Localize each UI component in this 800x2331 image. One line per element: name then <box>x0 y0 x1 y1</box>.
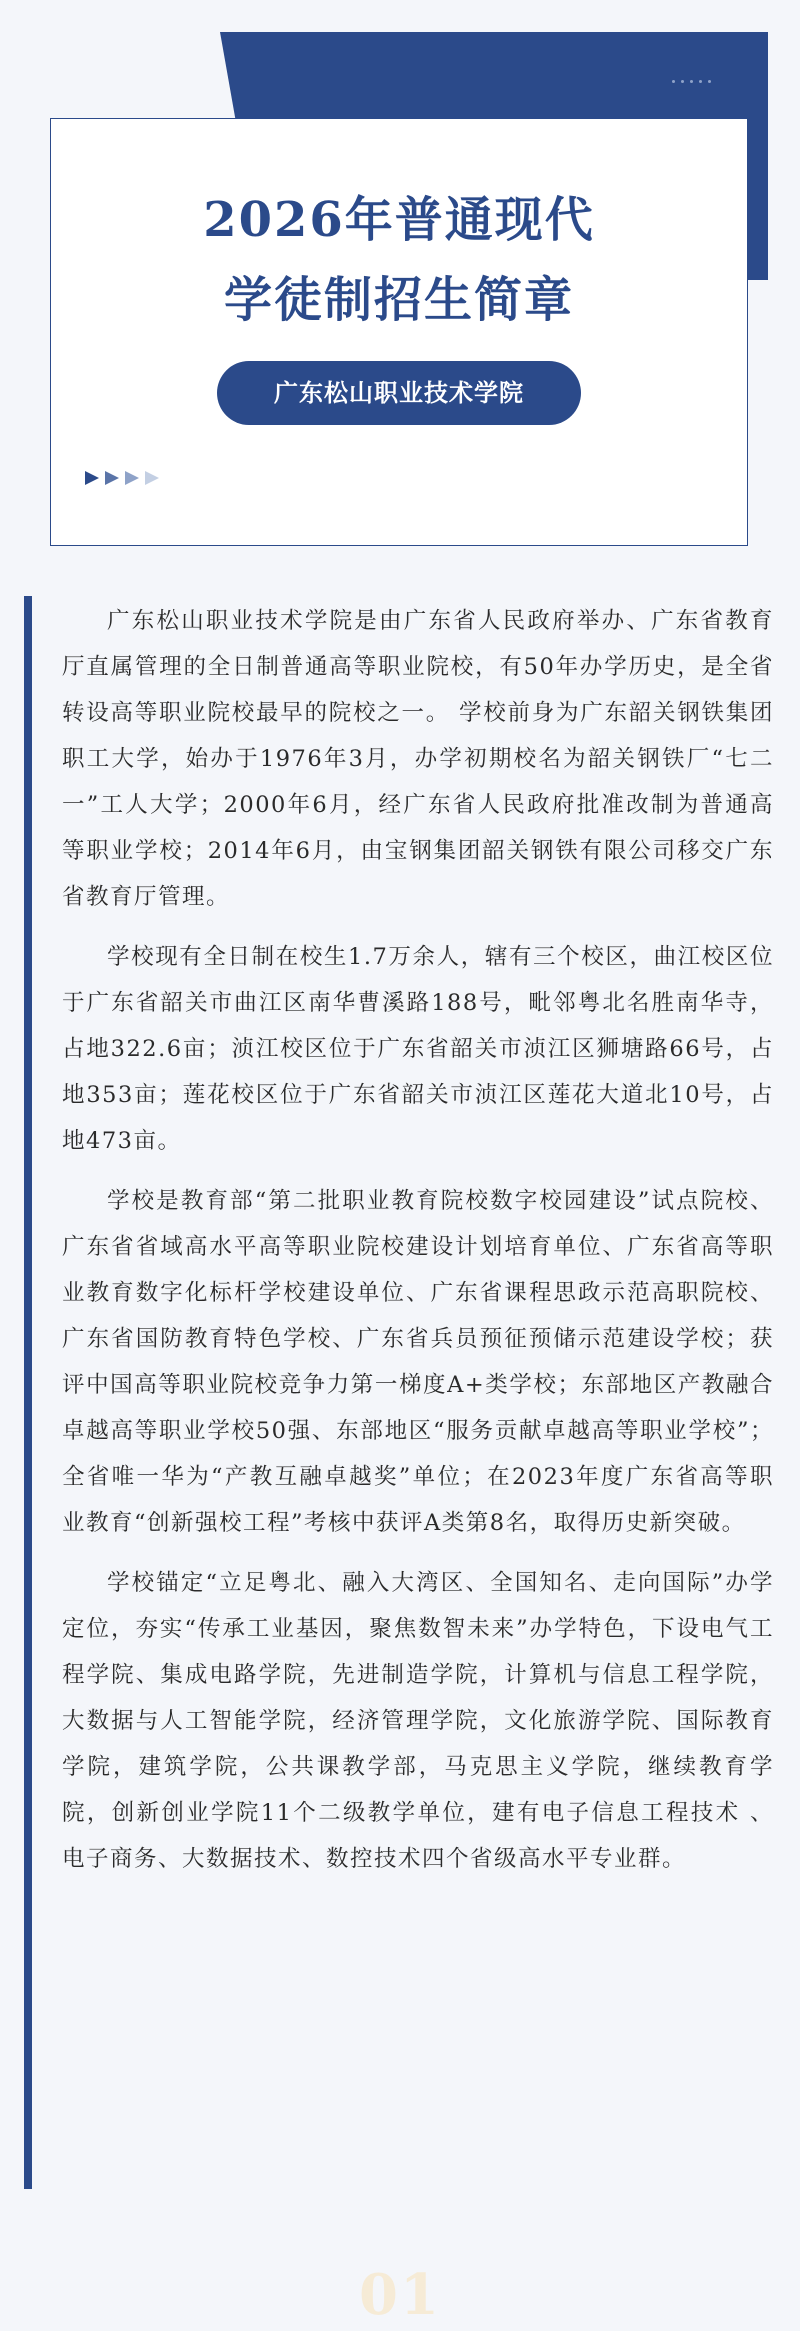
title-line-1: 2026年普通现代 <box>203 192 595 248</box>
page-number: 01 <box>359 2262 441 2328</box>
decorative-dots <box>672 80 732 88</box>
title-card <box>50 118 748 546</box>
content-accent-bar <box>24 596 32 2189</box>
paragraph-history: 广东松山职业技术学院是由广东省人民政府举办、广东省教育厅直属管理的全日制普通高等职业院校，有50年办学历史，是全省转设高等职业院校最早的院校之一。 学校前身为广东韶关钢铁集团职工大学，始办于1976年3月，办学初期校名为韶关钢铁厂“七二一”工人大学；2000年6月，经广东省人民政府批准改制为普通高等职业学校；2014年6月，由宝钢集团韶关钢铁有限公司移交广东省教育厅管理。 <box>62 608 774 910</box>
school-name-badge: 广东松山职业技术学院 <box>217 361 581 425</box>
paragraph-honors: 学校是教育部“第二批职业教育院校数字校园建设”试点院校、广东省省域高水平高等职业院校建设计划培育单位、广东省高等职业教育数字化标杆学校建设单位、广东省课程思政示范高职院校、广东省国防教育特色学校、广东省兵员预征预储示范建设学校；获评中国高等职业院校竞争力第一梯度A+类学校；东部地区产教融合卓越高等职业学校50强、东部地区“服务贡献卓越高等职业学校”；全省唯一华为“产教互融卓越奖”单位；在2023年度广东省高等职业教育“创新强校工程”考核中获评A类第8名，取得历史新突破。 <box>62 1188 774 1536</box>
paragraph-campuses: 学校现有全日制在校生1.7万余人，辖有三个校区，曲江校区位于广东省韶关市曲江区南华曹溪路188号，毗邻粤北名胜南华寺，占地322.6亩；浈江校区位于广东省韶关市浈江区狮塘路66号，占地353亩；莲花校区位于广东省韶关市浈江区莲花大道北10号，占地473亩。 <box>62 944 774 1154</box>
paragraph-positioning: 学校锚定“立足粤北、融入大湾区、全国知名、走向国际”办学定位，夯实“传承工业基因，聚焦数智未来”办学特色，下设电气工程学院、集成电路学院，先进制造学院，计算机与信息工程学院，大数据与人工智能学院，经济管理学院，文化旅游学院、国际教育学院，建筑学院，公共课教学部，马克思主义学院，继续教育学院，创新创业学院11个二级教学单位，建有电子信息工程技术 、电子商务、大数据技术、数控技术四个省级高水平专业群。 <box>62 1570 774 1872</box>
decorative-arrows-icon <box>85 471 159 485</box>
title-line-2: 学徒制招生简章 <box>223 272 574 328</box>
intro-content <box>62 598 774 1896</box>
